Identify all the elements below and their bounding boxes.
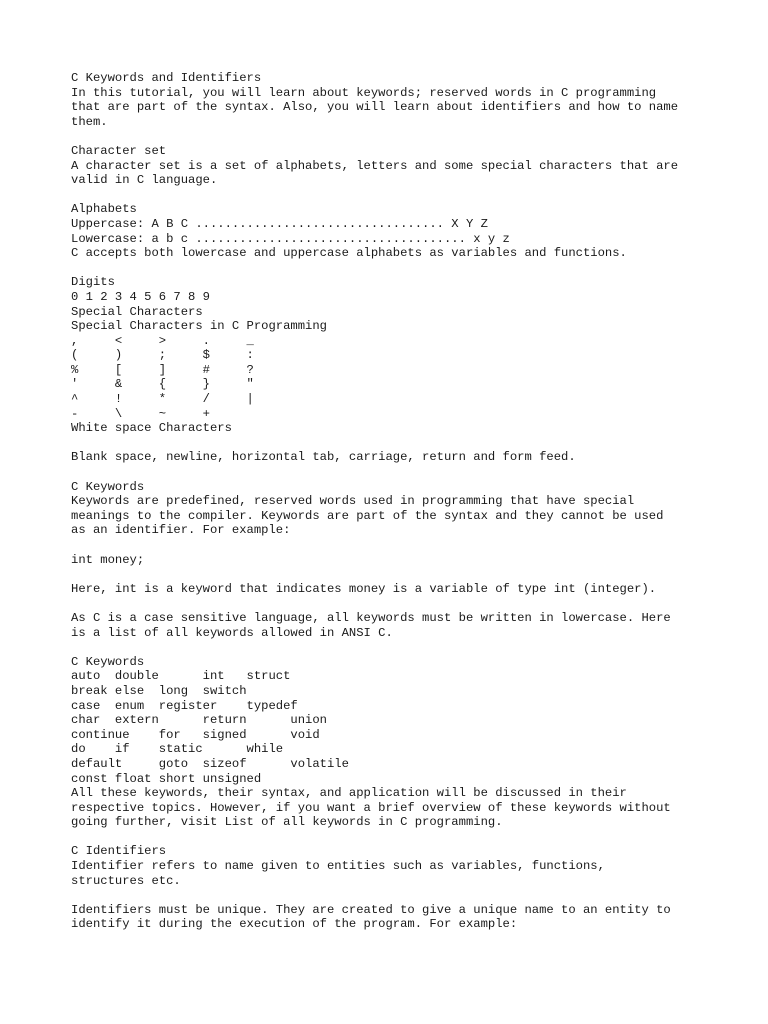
text-line: identify it during the execution of the program. For example: [71,917,518,932]
text-line: In this tutorial, you will learn about keywords; reserved words in C programming [71,85,657,100]
keyword-table-heading: C Keywords [71,654,145,669]
text-line: structures etc. [71,873,181,888]
text-line: meanings to the compiler. Keywords are part of the syntax and they cannot be used [71,508,664,523]
text-line: going further, visit List of all keywords in C programming. [71,815,503,830]
text-line: All these keywords, their syntax, and application will be discussed in their [71,786,627,801]
keyword-row: const float short unsigned [71,771,262,786]
special-char-row: % [ ] # ? [71,362,254,377]
text-line: Uppercase: A B C .................................. X Y Z [71,216,488,231]
keyword-row: auto double int struct [71,669,291,684]
section-heading-character-set: Character set [71,143,167,158]
keyword-row: char extern return union [71,713,327,728]
keyword-row: default goto sizeof volatile [71,756,349,771]
special-char-row: - \ ~ + [71,406,210,421]
text-line: Identifiers must be unique. They are created to give a unique name to an entity to [71,902,671,917]
doc-title: C Keywords and Identifiers [71,71,262,85]
special-char-row: , < > . _ [71,333,254,348]
keyword-row: continue for signed void [71,727,320,742]
section-heading-white-space: White space Characters [71,421,232,436]
text-line: is a list of all keywords allowed in ANSI C. [71,625,393,640]
document-body [71,71,768,932]
special-char-row: ' & { } " [71,377,254,392]
keyword-row: do if static while [71,742,284,757]
section-heading-c-keywords: C Keywords [71,479,145,494]
keyword-row: break else long switch [71,683,247,698]
section-heading-alphabets: Alphabets [71,202,137,217]
text-line: Keywords are predefined, reserved words used in programming that have special [71,494,635,509]
text-line: As C is a case sensitive language, all keywords must be written in lowercase. Here [71,610,671,625]
section-heading-c-identifiers: C Identifiers [71,844,167,859]
section-heading-special-characters: Special Characters [71,304,203,319]
text-line: Special Characters in C Programming [71,319,327,334]
text-line: 0 1 2 3 4 5 6 7 8 9 [71,289,210,304]
text-line: Blank space, newline, horizontal tab, carriage, return and form feed. [71,450,576,465]
code-example: int money; [71,552,145,567]
keyword-row: case enum register typedef [71,698,298,713]
special-char-row: ( ) ; $ : [71,348,254,363]
text-line: Here, int is a keyword that indicates money is a variable of type int (integer). [71,581,657,596]
section-heading-digits: Digits [71,275,115,290]
text-line: C accepts both lowercase and uppercase alphabets as variables and functions. [71,246,627,261]
text-line: as an identifier. For example: [71,523,291,538]
text-line: that are part of the syntax. Also, you will learn about identifiers and how to name [71,100,679,115]
text-line: Lowercase: a b c ..................................... x y z [71,231,510,246]
special-char-row: ^ ! * / | [71,392,254,407]
text-line: respective topics. However, if you want a brief overview of these keywords without [71,800,671,815]
text-line: Identifier refers to name given to entities such as variables, functions, [71,859,605,874]
text-line: A character set is a set of alphabets, letters and some special characters that are [71,158,679,173]
text-line: them. [71,114,108,129]
text-line: valid in C language. [71,173,218,188]
